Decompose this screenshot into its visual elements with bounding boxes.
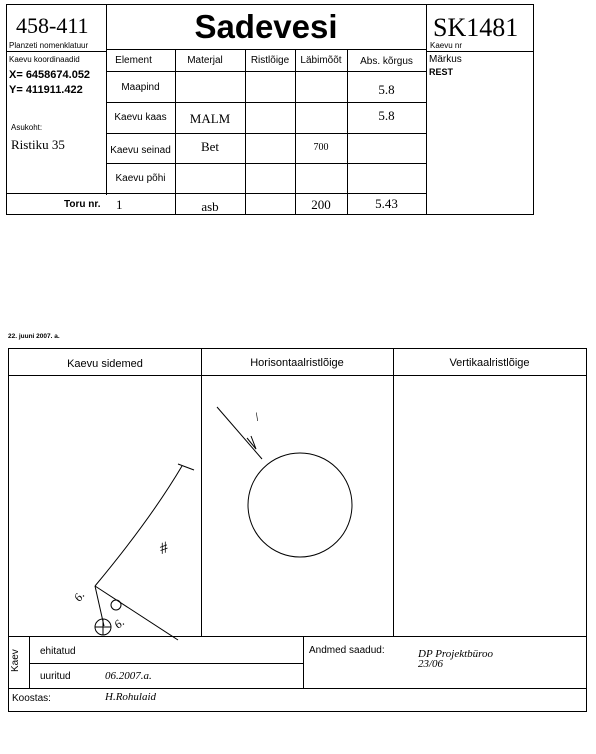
panel-title-connections: Kaevu sidemed xyxy=(67,358,143,370)
footer-data-from-label: Andmed saadud: xyxy=(309,645,385,656)
col-header-materjal: Materjal xyxy=(187,55,223,66)
map-number-label: Planzeti nomenklatuur xyxy=(9,41,89,50)
row-abs-korgus-kaevu-kaas: 5.8 xyxy=(378,108,395,123)
col-header-markus: Märkus xyxy=(429,54,462,65)
pipe-abs-korgus: 5.43 xyxy=(375,196,398,211)
col-header-labimoot: Läbimõõt xyxy=(300,55,342,66)
footer-built-label: ehitatud xyxy=(40,646,76,657)
pipe-label: Toru nr. xyxy=(64,199,101,210)
footer-author-value: H.Rohulaid xyxy=(105,691,157,703)
location-value: Ristiku 35 xyxy=(11,137,65,152)
row-abs-korgus-maapind: 5.8 xyxy=(378,82,395,97)
well-number-label: Kaevu nr xyxy=(430,41,463,50)
footer-author-label: Koostas: xyxy=(12,693,51,704)
col-header-element: Element xyxy=(115,55,152,66)
sketch-arc-line xyxy=(95,466,182,586)
footer-data-from-sub: 23/06 xyxy=(418,658,444,670)
footer-kaev-label: Kaev xyxy=(10,649,21,672)
col-header-abs-korgus: Abs. kõrgus xyxy=(360,56,413,67)
sketch-pipe-line xyxy=(95,586,178,640)
panel-title-vertical: Vertikaalristlõige xyxy=(449,357,530,369)
row-materjal-kaevu-seinad: Bet xyxy=(200,139,220,154)
sketch-mark-elevation-2: 6. xyxy=(111,614,128,632)
row-materjal-kaevu-kaas: MALM xyxy=(189,111,231,126)
footer-surveyed-label: uuritud xyxy=(40,671,71,682)
coordinates-label: Kaevu koordinaadid xyxy=(9,55,80,64)
remark-value: REST xyxy=(429,67,454,77)
row-element-kaevu-pohi: Kaevu põhi xyxy=(115,173,166,184)
page-title: Sadevesi xyxy=(194,8,338,45)
pipe-labimoot: 200 xyxy=(311,197,331,212)
sketch-small-ring xyxy=(111,600,121,610)
row-element-maapind: Maapind xyxy=(121,82,160,93)
row-labimoot-kaevu-seinad: 700 xyxy=(313,142,329,153)
horizontal-section-circle xyxy=(248,453,352,557)
row-element-kaevu-kaas: Kaevu kaas xyxy=(114,112,167,123)
sketch-mark-pipe: \ xyxy=(255,409,259,424)
pipe-materjal: asb xyxy=(201,199,219,214)
sketch-mark-elevation-1: 6. xyxy=(70,588,88,604)
footer-surveyed-value: 06.2007.a. xyxy=(105,670,152,682)
footer-data-from-value: DP Projektbüroo xyxy=(418,648,494,660)
date-stamp: 22. juuni 2007. a. xyxy=(8,333,60,340)
sketch-mark-hash: # xyxy=(157,539,171,558)
panel-title-horizontal: Horisontaalristlõige xyxy=(250,357,344,369)
coordinate-x: X= 6458674.052 xyxy=(9,69,91,81)
pipe-number: 1 xyxy=(116,197,123,212)
well-number: SK1481 xyxy=(433,13,519,42)
map-number: 458-411 xyxy=(16,13,89,38)
location-label: Asukoht: xyxy=(11,123,43,132)
col-header-ristloige: Ristlõige xyxy=(250,55,290,66)
row-element-kaevu-seinad: Kaevu seinad xyxy=(110,145,171,156)
coordinate-y: Y= 411911.422 xyxy=(9,84,83,96)
